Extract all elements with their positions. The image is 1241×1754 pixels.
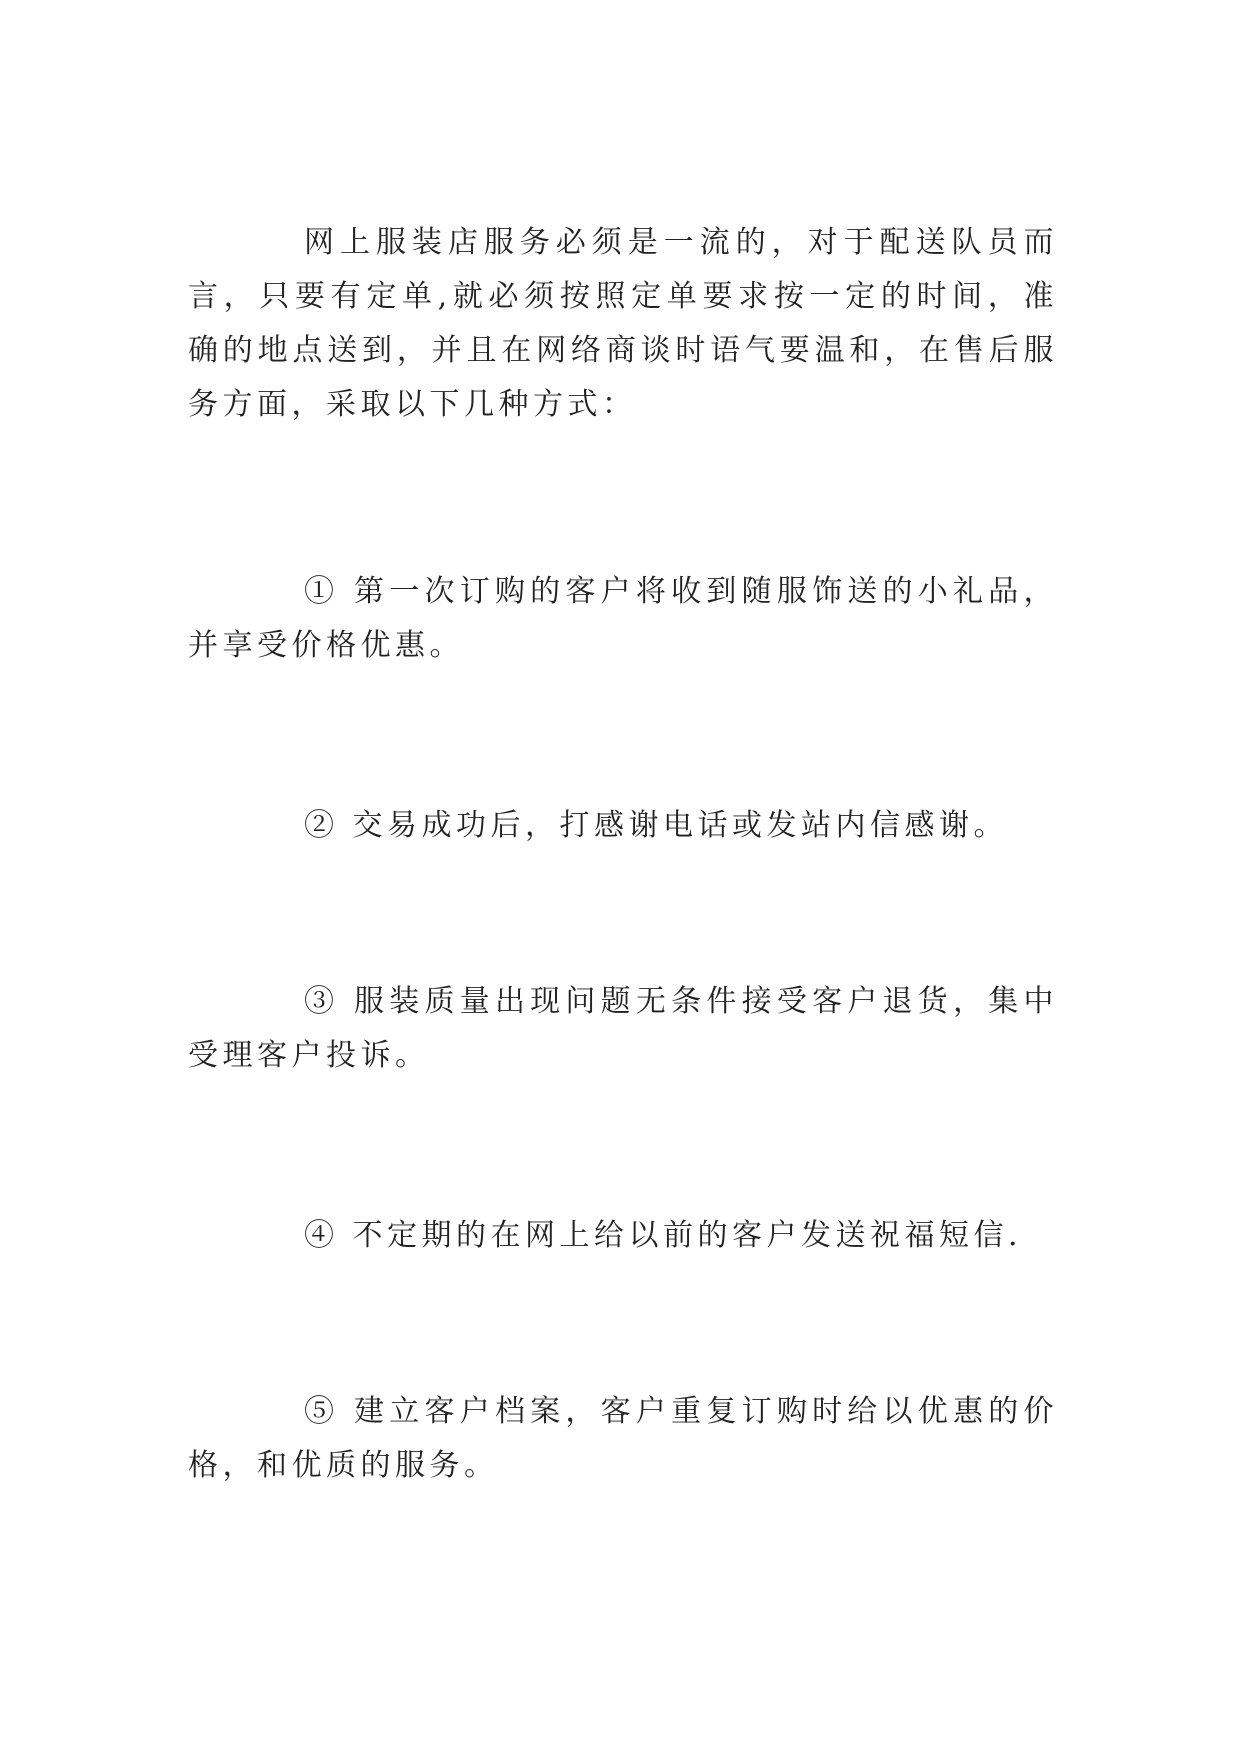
service-item-2: ② 交易成功后，打感谢电话或发站内信感谢。	[304, 808, 1009, 843]
intro-paragraph: 网上服装店服务必须是一流的，对于配送队员而言，只要有定单,就必须按照定单要求按一定的时间，准确的地点送到，并且在网络商谈时语气要温和，在售后服务方面，采取以下几种方式：	[188, 225, 1058, 422]
service-item-3: ③ 服装质量出现问题无条件接受客户退货，集中受理客户投诉。	[188, 984, 1058, 1073]
service-item-1: ① 第一次订购的客户将收到随服饰送的小礼品，并享受价格优惠。	[188, 574, 1058, 663]
service-item-4: ④ 不定期的在网上给以前的客户发送祝福短信.	[304, 1218, 1023, 1253]
service-item-5: ⑤ 建立客户档案，客户重复订购时给以优惠的价格，和优质的服务。	[188, 1394, 1058, 1483]
